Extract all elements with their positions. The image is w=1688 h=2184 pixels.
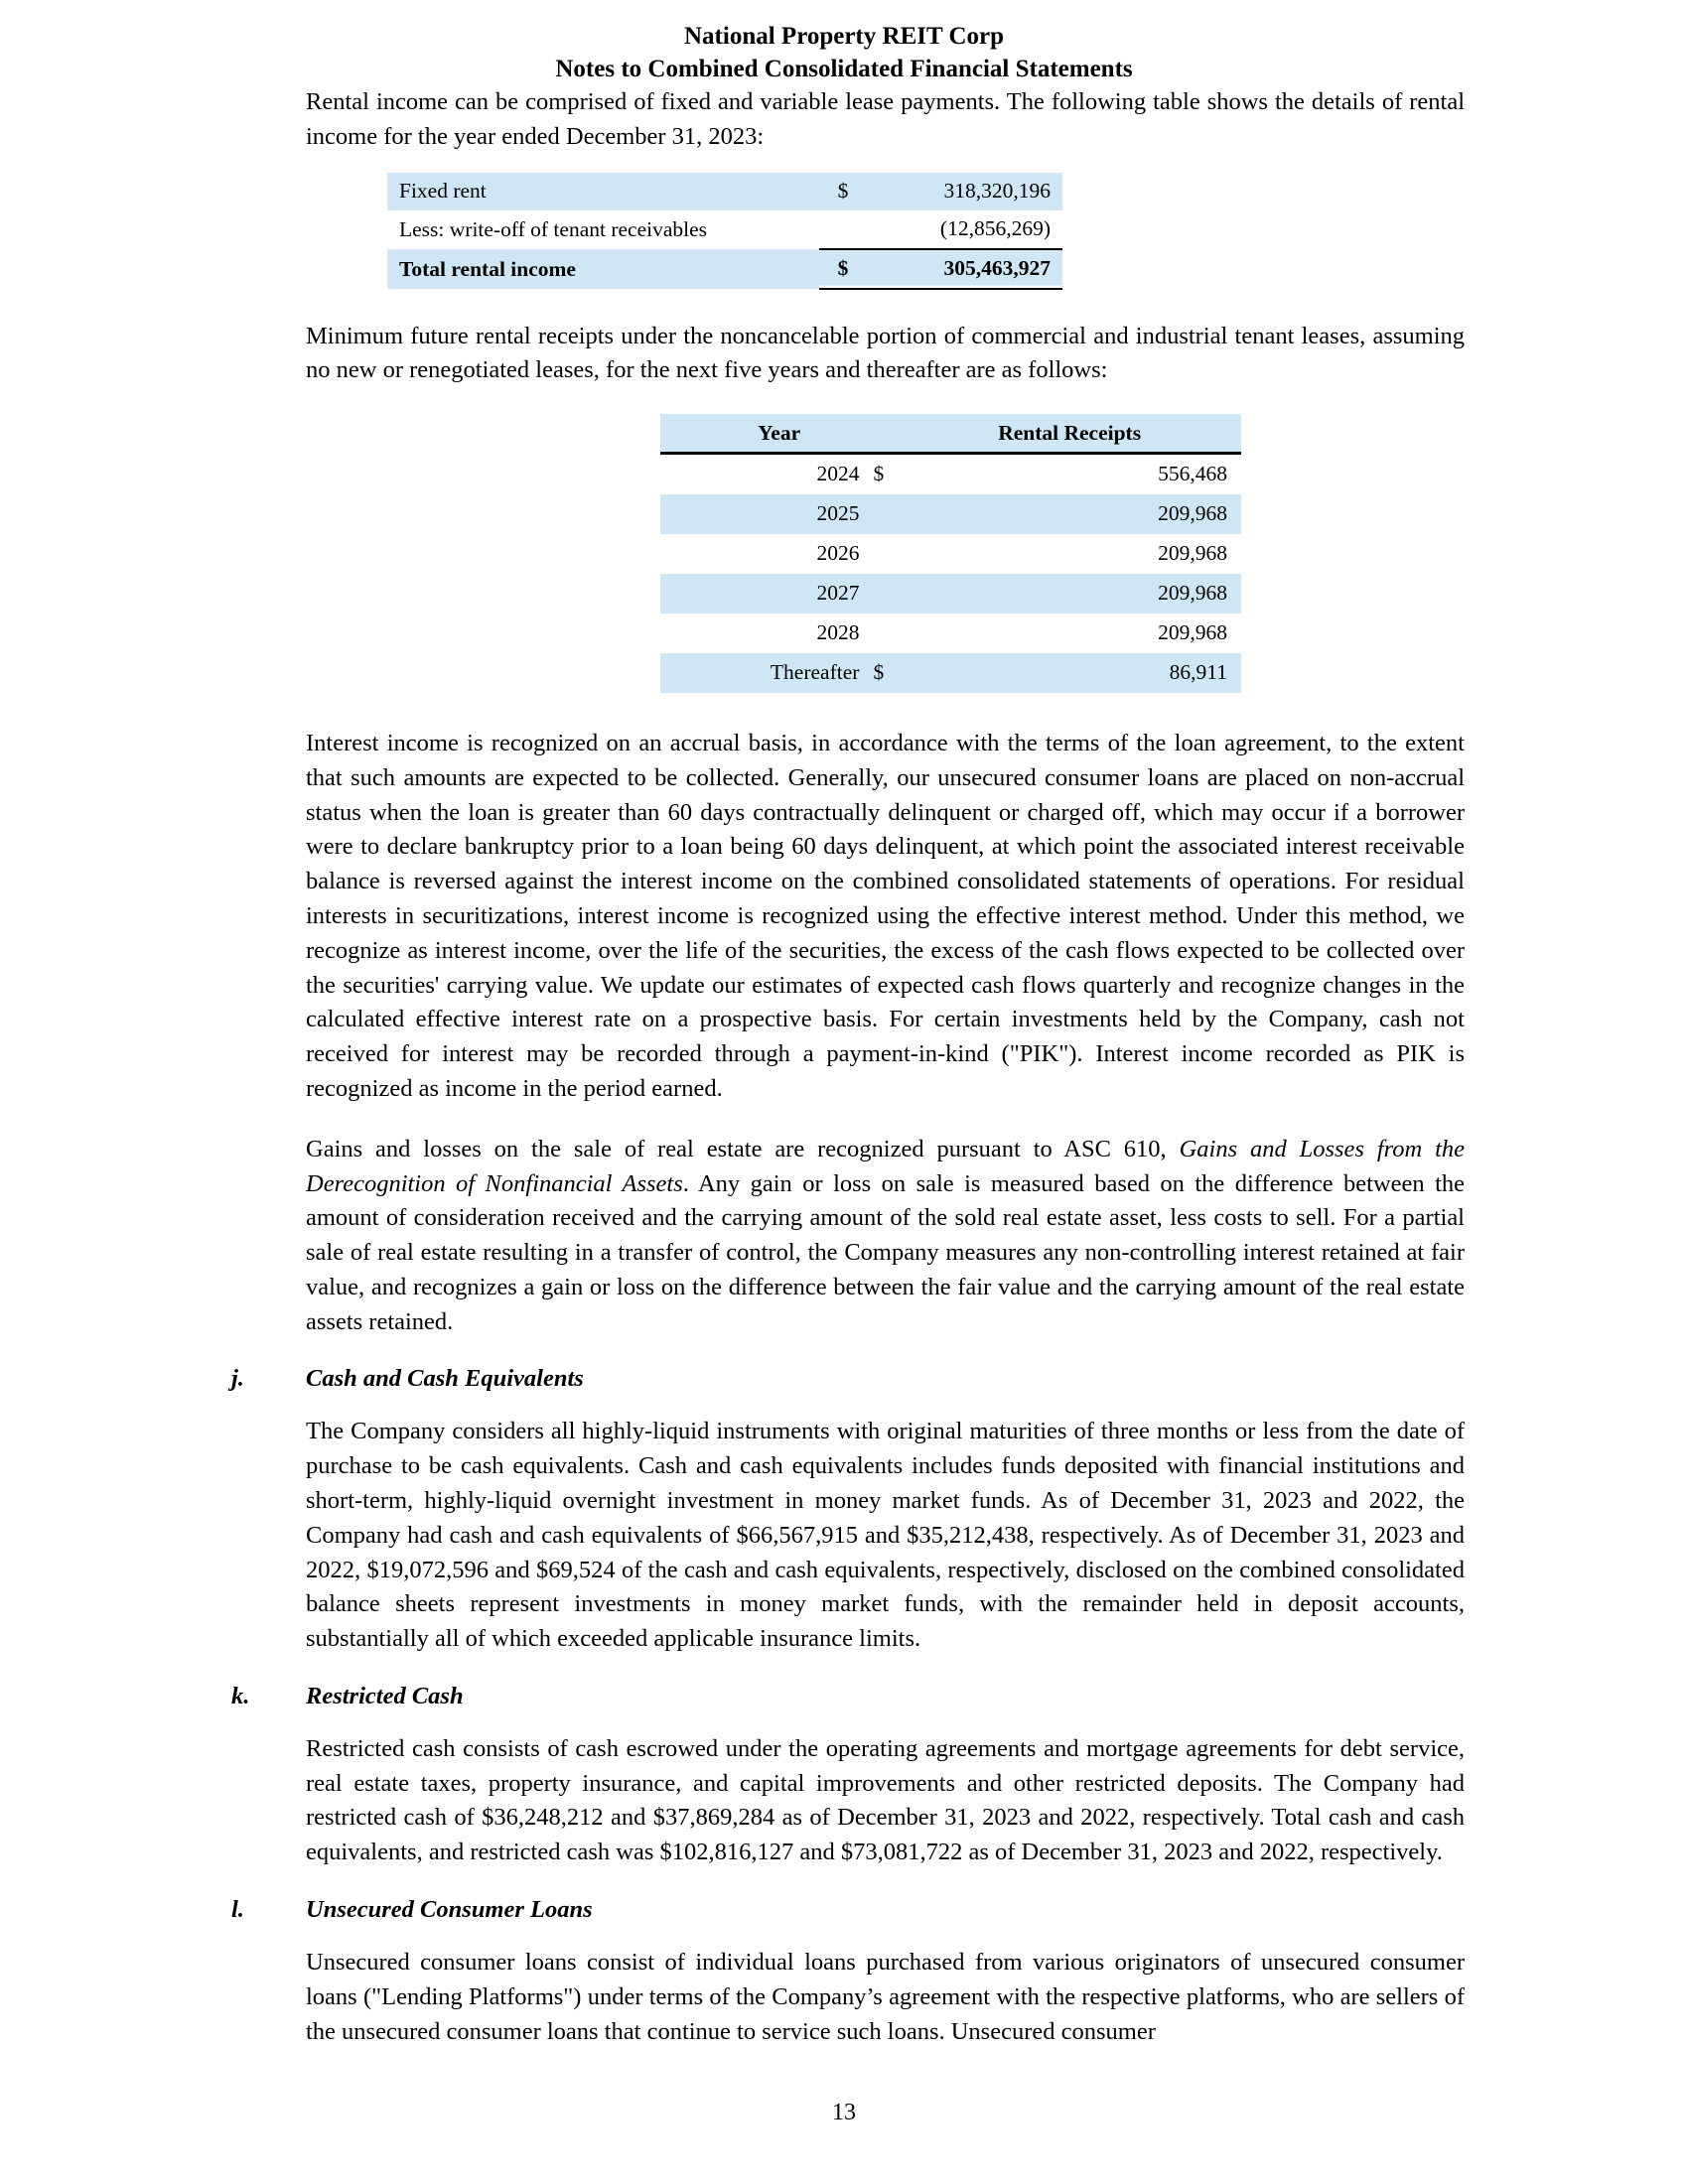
interest-income-paragraph: Interest income is recognized on an accrual basis, in accordance with the terms of the loan agreement, to the extent that such amounts are expected to be collected. Generally, our unsecured consumer loans are placed on non-accrual status when the loan is greater than 60 days contractually delinquent or charged off, which may occur if a borrower were to declare bankruptcy prior to a loan being 60 days delinquent, at which point the associated interest receivable balance is reversed against the interest income on the combined consolidated statements of operations. For residual interests in securitizations, interest income is recognized using the effective interest method. Under this method, we recognize as interest income, over the life of the securities, the excess of the cash flows expected to be collected over the securities' carrying value. We update our estimates of expected cash flows quarterly and recognize changes in the calculated effective interest rate on a prospective basis. For certain investments held by the Company, cash not received for interest may be recorded through a payment-in-kind ("PIK"). Interest income recorded as PIK is recognized as income in the period earned.: [306, 730, 1465, 1102]
table-row: [660, 614, 1241, 653]
column-header-rental-receipts: Rental Receipts: [998, 421, 1142, 446]
row-year: Thereafter: [770, 660, 860, 685]
table-row: [660, 494, 1241, 534]
section-body-restricted-cash: Restricted cash consists of cash escrowed under the operating agreements and mortgage agreements for debt service, real estate taxes, property insurance, and capital improvements and other restricted deposits. The Company had restricted cash of $36,248,212 and $37,869,284 as of December 31, 2023 and 2022, respectively. Total cash and cash equivalents, and restricted cash was $102,816,127 and $73,081,722 as of December 31, 2023 and 2022, respectively.: [306, 1734, 1465, 1866]
document-content: [223, 85, 1465, 2049]
row-currency: $: [873, 462, 885, 486]
row-currency: $: [819, 249, 867, 289]
row-year: 2024: [816, 462, 860, 486]
row-value: 209,968: [1158, 541, 1227, 566]
row-label: Total rental income: [399, 256, 576, 281]
table-row: [660, 574, 1241, 614]
gains-losses-part1: Gains and losses on the sale of real estate are recognized pursuant to ASC 610,: [306, 1135, 1180, 1162]
row-currency: [859, 574, 898, 614]
section-body-unsecured-consumer-loans: Unsecured consumer loans consist of individual loans purchased from various originators of unsecured consumer loans ("Lending Platforms") under terms of the Company’s agreement with the respective platforms, who are sellers of the unsecured consumer loans that continue to service such loans. Unsecured consumer: [306, 1949, 1465, 2045]
company-title: National Property REIT Corp: [684, 23, 1004, 50]
section-title: Restricted Cash: [306, 1682, 464, 1709]
row-value: (12,856,269): [939, 215, 1051, 240]
row-value: 556,468: [1158, 462, 1227, 486]
table-row: [660, 454, 1241, 495]
rental-income-table: [387, 173, 1062, 290]
row-value: 209,968: [1158, 620, 1227, 645]
row-value: 86,911: [1169, 660, 1227, 685]
document-header: [0, 0, 1688, 85]
section-title: Cash and Cash Equivalents: [306, 1365, 584, 1393]
document-subtitle: Notes to Combined Consolidated Financial Statements: [555, 56, 1133, 82]
table-row: [660, 534, 1241, 574]
gains-losses-paragraph: [223, 1133, 1465, 1340]
section-letter: l.: [231, 1896, 244, 1923]
table-row-total: [387, 249, 1062, 289]
intro-paragraph: Rental income can be comprised of fixed and variable lease payments. The following table shows the details of rental income for the year ended December 31, 2023:: [306, 88, 1465, 150]
section-heading-unsecured-consumer-loans: [223, 1896, 1465, 1924]
row-label: Fixed rent: [399, 178, 487, 203]
row-currency: [859, 534, 898, 574]
row-currency: $: [837, 178, 849, 203]
table-row: [387, 210, 1062, 249]
section-heading-restricted-cash: [223, 1683, 1465, 1710]
gains-losses-citation: Gains and Losses from the Derecognition of Nonfinancial Assets: [306, 1135, 1465, 1197]
row-value: 305,463,927: [867, 249, 1062, 289]
minimum-future-paragraph: Minimum future rental receipts under the noncancelable portion of commercial and industrial tenant leases, assuming no new or renegotiated leases, for the next five years and thereafter are as follows:: [306, 322, 1465, 384]
row-year: 2027: [816, 581, 860, 606]
row-value: 209,968: [1158, 581, 1227, 606]
column-header-year: Year: [758, 421, 801, 446]
table-row: [387, 173, 1062, 210]
table-row: [660, 653, 1241, 693]
row-value: 318,320,196: [943, 178, 1051, 203]
section-letter: k.: [231, 1682, 250, 1709]
section-letter: j.: [231, 1365, 244, 1393]
row-currency: [859, 614, 898, 653]
page-number: 13: [832, 2100, 856, 2125]
table-header-row: [660, 414, 1241, 452]
row-year: 2026: [816, 541, 860, 566]
row-year: 2025: [816, 501, 860, 526]
section-title: Unsecured Consumer Loans: [306, 1896, 593, 1923]
section-body-cash-and-cash-equivalents: The Company considers all highly-liquid instruments with original maturities of three months or less from the date of purchase to be cash equivalents. Cash and cash equivalents includes funds deposited with financial institutions and short-term, highly-liquid overnight investment in money market funds. As of December 31, 2023 and 2022, the Company had cash and cash equivalents of $66,567,915 and $35,212,438, respectively. As of December 31, 2023 and 2022, $19,072,596 and $69,524 of the cash and cash equivalents, respectively, disclosed on the combined consolidated balance sheets represent investments in money market funds, with the remainder held in deposit accounts, substantially all of which exceeded applicable insurance limits.: [306, 1418, 1465, 1653]
row-year: 2028: [816, 620, 860, 645]
row-label: Less: write-off of tenant receivables: [399, 216, 708, 241]
row-value: 209,968: [1158, 501, 1227, 526]
row-currency: $: [873, 660, 885, 685]
section-heading-cash-and-cash-equivalents: [223, 1365, 1465, 1393]
row-currency: [819, 210, 867, 249]
row-currency: [859, 494, 898, 534]
future-rental-receipts-table: [660, 414, 1241, 693]
gains-losses-part2: . Any gain or loss on sale is measured based on the difference between the amount of consideration received and the carrying amount of the sold real estate asset, less costs to sell. For a partial sale of real estate resulting in a transfer of control, the Company measures any non-controlling interest retained at fair value, and recognizes a gain or loss on the difference between the fair value and the carrying amount of the real estate assets retained.: [306, 1169, 1466, 1335]
